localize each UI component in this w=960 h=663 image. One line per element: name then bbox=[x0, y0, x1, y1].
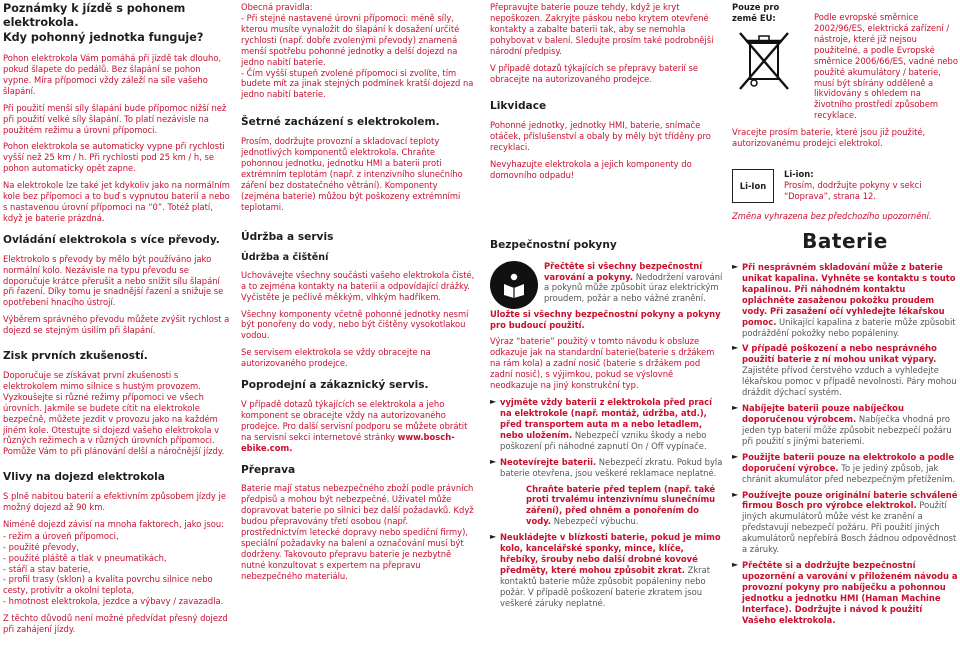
battery-item bbox=[732, 560, 958, 626]
paragraph: Se servisem elektrokola se vždy obracejte na autorizovaného prodejce. bbox=[241, 347, 431, 369]
changes-note: Změna vyhrazena bez předchozího upozornění. bbox=[732, 211, 932, 222]
paragraph: Pohonné jednotky, jednotky HMI, baterie, snímače otáček, příslušenství a obaly by měly být tříděny pro recyklaci. bbox=[490, 120, 711, 153]
li-ion-title: Li-ion: bbox=[784, 169, 814, 180]
safety-bold: Neukládejte v blízkosti baterie, pokud je mimo kolo, kancelářské sponky, mince, klíče, hřebíky, šrouby nebo další drobné kovové předměty, které mohou způsobit zkrat. bbox=[500, 532, 721, 575]
arrow-icon: ► bbox=[732, 489, 739, 499]
paragraph-text: V případě dotazů týkajících se elektrokola a jeho komponent se obracejte vždy na autorizovaného prodejce. Pro další servisní podporu se můžete obrátit na servisní sekci internetové stránky bbox=[241, 398, 468, 442]
paragraph: Niméně dojezd závisí na mnoha faktorech, jako jsou: bbox=[3, 518, 225, 529]
arrow-icon: ► bbox=[732, 560, 739, 570]
paragraph: Uchovávejte všechny součásti vašeho elektrokola čisté, a to zejména kontakty na baterii a odpovídající drážky. Vyčistěte je pečlivě měkkým, vlhkým hadříkem. bbox=[241, 269, 475, 302]
battery-item bbox=[732, 490, 958, 556]
list-item: - stáří a stav baterie, bbox=[3, 563, 91, 574]
book-reading-icon bbox=[490, 261, 538, 309]
battery-item bbox=[732, 262, 958, 338]
eu-disposal-text: Podle evropské směrnice 2002/96/ES, elektrická zařízení / nástroje, které již nejsou použitelné, a podle Evropské směrnice 2006/66/ES, vadné nebo použité akumulátory / baterie, musí být sbírány odděleně a likvidovány s ohledem na životního prostředí způsobem recyklace. bbox=[814, 12, 958, 121]
warning-text bbox=[544, 261, 723, 305]
safety-detail: Nebezpečí výbuchu. bbox=[551, 516, 639, 527]
list-item: - použité převody, bbox=[3, 541, 79, 552]
arrow-icon: ► bbox=[490, 397, 497, 407]
paragraph: Vracejte prosím baterie, které jsou již použité, autorizovanému prodejci elektrokol. bbox=[732, 127, 926, 149]
battery-bold: V případě poškození a nebo nesprávného použití baterie z ní mohou unikat výpary. bbox=[742, 343, 937, 365]
heading-transport: Přeprava bbox=[241, 463, 296, 476]
safety-item bbox=[490, 484, 723, 528]
safety-warning-block bbox=[490, 261, 723, 309]
paragraph: Elektrokolo s převody by mělo být používáno jako normální kolo. Nezávisle na typu převodu se doporučuje krátce přerušit a nebo snížit sílu šlapání při řazení. Díky tomu je snadnější řazení a snižuje se opotřebení hnacího ústrojí. bbox=[3, 253, 224, 308]
arrow-icon: ► bbox=[490, 456, 497, 466]
paragraph: Na elektrokole lze také jet kdykoliv jako na normálním kole bez přípomoci a to buď s vypnutou baterií a nebo s nastavenou úrovní přípomoci na “0”. Totéž platí, když je baterie prázdná. bbox=[3, 180, 230, 223]
eu-disposal-block bbox=[732, 2, 958, 127]
heading-disposal: Likvidace bbox=[490, 100, 547, 113]
paragraph: Výběrem správného převodu můžete zvýšit rychlost a dojezd se stejným úsilím při šlapání. bbox=[3, 314, 230, 336]
eu-only-title: Pouze pro země EU: bbox=[732, 2, 780, 23]
heading-after-sales: Poprodejní a zákaznický servis. bbox=[241, 379, 429, 392]
li-ion-text: Prosím, dodržujte pokyny v sekci “Doprava”, strana 12. bbox=[784, 179, 922, 201]
paragraph: Z těchto důvodů není možné předvídat přesný dojezd při zahájení jízdy. bbox=[3, 613, 228, 635]
heading-safety: Bezpečnostní pokyny bbox=[490, 238, 617, 251]
paragraph: Pohon elektrokola se automaticky vypne při rychlosti vyšší než 25 km / h. Při rychlosti pod 25 km / h, se pohon automaticky opět zapne. bbox=[3, 141, 225, 174]
paragraph: Výraz “baterie” použitý v tomto návodu k obsluze odkazuje jak na standardní baterie(baterie s držákem na rám kola) a zadní nosič (baterie s držákem pod zadní nosič), s výjimkou, pokud se výslovně neodkazuje na jiný konstrukční typ. bbox=[490, 336, 715, 391]
paragraph: S plně nabitou baterií a efektivním způsobem jízdy je možný dojezd až 90 km. bbox=[3, 491, 227, 512]
column-2 bbox=[241, 2, 475, 588]
heading-gears: Ovládání elektrokola s více převody. bbox=[3, 233, 220, 246]
column-4 bbox=[732, 2, 958, 631]
safety-detail: Nebezpečí vzniku škody a nebo poškození při náhodné zapnutí On / Off vypínače. bbox=[500, 429, 707, 451]
warning-save-instructions: Uložte si všechny bezpečnostní pokyny a pokyny pro budoucí použití. bbox=[490, 308, 721, 330]
heading-cleaning: Údržba a čištění bbox=[241, 252, 329, 264]
section-title-notes: Poznámky k jízdě s pohonem elektrokola. bbox=[3, 2, 186, 29]
paragraph: Nevyhazujte elektrokola a jejich komponenty do domovního odpadu! bbox=[490, 158, 692, 180]
heading-range: Vlivy na dojezd elektrokola bbox=[3, 471, 165, 484]
safety-item bbox=[490, 532, 723, 608]
column-3 bbox=[490, 2, 723, 614]
battery-bold: Nabíjejte baterii pouze nabíječkou doporučenou výrobcem. bbox=[742, 403, 904, 424]
list-item: - použité pláště a tlak v pneumatikách, bbox=[3, 552, 167, 563]
safety-bold: Neotevírejte baterii. bbox=[500, 456, 597, 467]
crossed-bin-icon bbox=[732, 24, 798, 104]
battery-bold: Použijte baterii pouze na elektrokolo a podle doporučení výrobce. bbox=[742, 451, 955, 473]
battery-title: Baterie bbox=[802, 228, 888, 253]
battery-bold: Přečtěte si a dodržujte bezpečnostní upozornění a varování v přiloženém návodu a provozní pokyny pro nabíječku a pohonnou jednotku a jednotku HMI (Haman Machine Interface). Dodržujte i návod k použití Vašeho elektrokola. bbox=[742, 560, 958, 625]
warning-detail: Nedodržení varování a pokynů může způsobit úraz elektrickým proudem, požár a nebo vážné zranění. bbox=[544, 271, 723, 304]
li-ion-symbol: Li-Ion bbox=[732, 169, 774, 203]
battery-detail: Zajistěte přívod čerstvého vzduch a vyhledejte lékařskou pomoc v případě nevolnosti. Páry mohou dráždit dýchací systém. bbox=[742, 365, 957, 398]
arrow-icon: ► bbox=[732, 451, 739, 461]
section-title-how-works: Kdy pohonný jednotka funguje? bbox=[3, 31, 204, 44]
list-item: - režim a úroveň přípomoci, bbox=[3, 530, 119, 541]
heading-experience: Zisk prvních zkušeností. bbox=[3, 350, 148, 363]
battery-bold: Používejte pouze originální baterie schválené firmou Bosch pro výrobce elektrokol. bbox=[742, 489, 958, 511]
battery-item bbox=[732, 343, 958, 398]
paragraph: Pohon elektrokola Vám pomáhá při jízdě tak dlouho, pokud šlapete do pedálů. Bez šlapání se pohon vypne. Míra přípomoci vždy záleží na síle vašeho šlapání. bbox=[3, 53, 222, 96]
range-factors-list bbox=[3, 531, 231, 607]
list-item: - profil trasy (sklon) a kvalita povrchu silnice nebo cesty, protivítr a okolní teplota, bbox=[3, 574, 213, 596]
column-1 bbox=[3, 2, 231, 641]
paragraph: Obecná pravidla: bbox=[241, 2, 313, 12]
warning-bold: Přečtěte si všechny bezpečnostní varování a pokyny. bbox=[544, 260, 703, 282]
battery-bold: Při nesprávném skladování může z baterie unikat kapalina. Vyhněte se kontaktu s touto kapalinou. Při náhodném kontaktu opláchněte zasaženou pokožku proudem vody. Při zasažení očí vyhledejte lékařskou pomoc. bbox=[742, 261, 956, 327]
paragraph: Přepravujte baterie pouze tehdy, když je kryt nepoškozen. Zakryjte páskou nebo krytem otevřené kontakty a zabalte baterii tak, aby se nemohla pohybovat v balení. Sledujte prosím také podrobnější národní předpisy. bbox=[490, 2, 714, 56]
list-item: - Čím vyšší stupeň zvolené přípomoci si zvolíte, tím budete mít za jinak stejných podmínek kratší dojezd na jedno nabití baterie. bbox=[241, 67, 474, 100]
battery-item bbox=[732, 403, 958, 447]
battery-detail: Použití jiných akumulátorů může vést ke zranění a představují nebezpečí požáru. Při použití jiných akumulátorů nepřebírá Bosch žádnou odpovědnost a záruky. bbox=[742, 500, 957, 555]
paragraph: Doporučuje se získávat první zkušenosti s elektrokolem mimo silnice s hustým provozem. Vyzkoušejte si různé režimy přípomoci ve všech úrovních. Jakmile se budete cítit na elektrokole bezpečně, můžete jezdit v provozu jako na každém jiném kole. Otestujte si dojezd vašeho elektrokola v různých režimech a v různých úrovních přípomoci. Pomůže Vám to při plánování delší a náročnější jízdy. bbox=[3, 369, 225, 457]
safety-item bbox=[490, 457, 723, 479]
battery-detail: To je jediný způsob, jak chránit akumulátor před nebezpečným přetížením. bbox=[742, 462, 956, 484]
list-item: - hmotnost elektrokola, jezdce a výbavy / zavazadla. bbox=[3, 596, 224, 607]
general-rules-list bbox=[241, 13, 475, 100]
li-ion-block bbox=[732, 157, 958, 203]
battery-detail: Nabíječka vhodná pro jeden typ baterií může způsobit nebezpečí požáru při použití s jinými bateriemi. bbox=[742, 413, 952, 446]
safety-detail: Nebezpečí zkratu. Pokud byla baterie otevřena, jsou veškeré reklamace neplatné. bbox=[500, 456, 723, 478]
website-link[interactable]: www.bosch-ebike.com. bbox=[241, 431, 455, 453]
list-item: - Při stejné nastavené úrovni přípomoci: méně síly, kterou musíte vynaložit do šlapání k dosažení určité rychlosti (např. dobře zvolenými převody) znamená menší spotřebu pohonné jednotky a delší dojezd na jedno nabití baterie. bbox=[241, 12, 460, 67]
paragraph bbox=[241, 399, 475, 454]
arrow-icon: ► bbox=[732, 343, 739, 353]
heading-maintenance: Údržba a servis bbox=[241, 230, 334, 243]
battery-detail: Unikající kapalina z baterie může způsobit podráždění pokožky nebo popáleniny. bbox=[742, 316, 956, 338]
paragraph: Při použití menší síly šlapání bude přípomoc nižší než při použití velké síly šlapání. To platí nezávisle na použitém režimu a úrovni přípomoci. bbox=[3, 102, 227, 135]
safety-bold: vyjměte vždy baterii z elektrokola před prací na elektrokole (např. montáž, údržba, atd.), před transportem auta m a nebo letadlem, nebo uložením. bbox=[500, 397, 712, 440]
paragraph: Baterie mají status nebezpečného zboží podle právních předpisů a mohou být nebezpečné. Uživatel může dopravovat baterie po silnici bez další požadavků. Když budou přepravovány třetí osobou (např. prostřednictvím letecké dopravy nebo spediční firmy), speciální požadavky na balení a označování musí být dodrženy. Takovouto přepravu baterie je nezbytně nutné konzultovat s expertem na přepravu nebezpečného materiálu. bbox=[241, 483, 474, 581]
safety-item bbox=[490, 397, 723, 452]
battery-item bbox=[732, 452, 958, 485]
paragraph: Prosím, dodržujte provozní a skladovací teploty jednotlivých komponentů elektrokola. Chraňte pohonnou jednotku, jednotku HMI a baterii proti extrémním teplotám (např. z intenzivního slunečního záření bez dostatečného větrání). Komponenty (zejména baterie) můžou být poškozeny extrémními teplotami. bbox=[241, 136, 463, 212]
safety-bold: Chraňte baterie před teplem (např. také proti trvalému intenzivnímu slunečnímu záření), před ohněm a ponořením do vody. bbox=[526, 483, 716, 527]
paragraph: Všechny komponenty včetně pohonné jednotky nesmí být ponořeny do vody, nebo být čištěny vysokotlakou vodou. bbox=[241, 308, 469, 341]
arrow-icon: ► bbox=[490, 532, 497, 542]
heading-care: Šetrné zacházení s elektrokolem. bbox=[241, 116, 440, 129]
arrow-icon: ► bbox=[732, 403, 739, 413]
arrow-icon: ► bbox=[732, 261, 739, 271]
paragraph: V případě dotazů týkajících se přepravy baterií se obracejte na autorizovaného prodejce. bbox=[490, 62, 699, 84]
safety-detail: Zkrat kontaktů baterie může způsobit popáleniny nebo požár. V případě poškození baterie zkratem jsou veškeré záruky neplatné. bbox=[500, 564, 711, 608]
